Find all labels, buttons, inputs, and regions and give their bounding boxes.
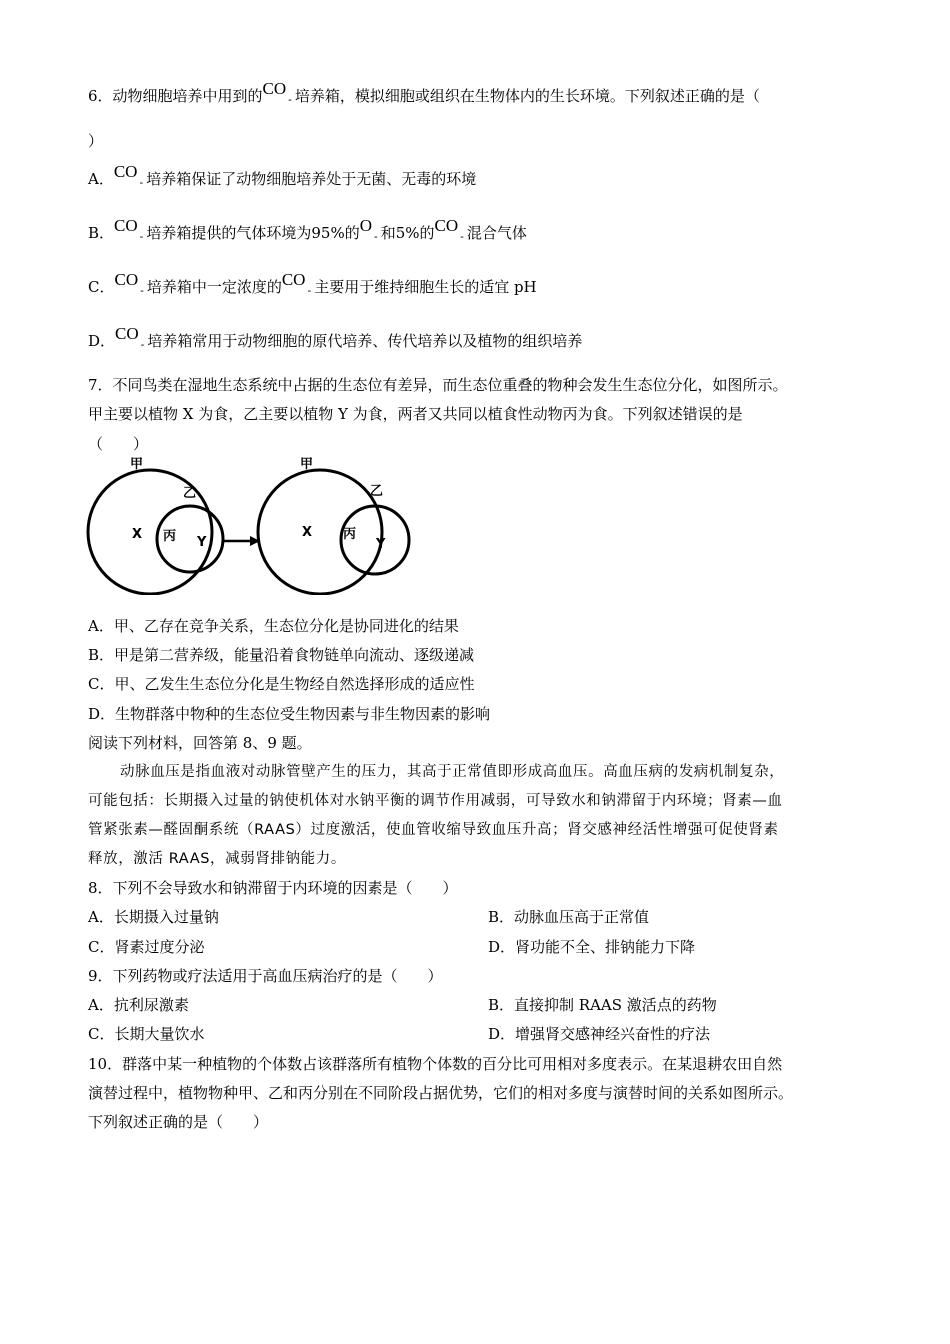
q8-option-d: D．肾功能不全、排钠能力下降 [488, 938, 696, 956]
q8-option-c: C．肾素过度分泌 [88, 938, 205, 956]
option-label: B． [88, 224, 115, 242]
option-text: 培养箱中一定浓度的 [146, 278, 282, 296]
co-formula: CO [434, 216, 459, 235]
label-y-before: Y [197, 535, 207, 550]
co-formula: CO [114, 216, 138, 235]
subscript-mark: - [140, 338, 145, 351]
q7-stem-line1: 7．不同鸟类在湿地生态系统中占据的生态位有差异，而生态位重叠的物种会发生生态位分化，如图所示。 [88, 376, 788, 394]
subscript-mark: - [374, 230, 378, 243]
co-formula: CO [114, 270, 139, 289]
q6-option-b [88, 216, 527, 245]
option-label: C． [88, 278, 115, 296]
q6-option-a [88, 162, 477, 191]
option-text: 培养箱保证了动物细胞培养处于无菌、无毒的环境 [146, 170, 477, 188]
option-label: D． [88, 332, 116, 350]
option-label: A． [88, 170, 114, 188]
label-yi-before: 乙 [183, 486, 197, 501]
option-text: 和5%的 [380, 224, 435, 242]
label-jia-before: 甲 [130, 457, 144, 472]
q10-stem-line3: 下列叙述正确的是（ ） [88, 1113, 269, 1131]
label-y-after: Y [376, 537, 386, 552]
subscript-mark: - [288, 93, 292, 106]
label-x-before: X [132, 527, 143, 542]
subscript-mark: - [460, 230, 464, 243]
q7-option-d: D．生物群落中物种的生态位受生物因素与非生物因素的影响 [88, 705, 491, 723]
niche-differentiation-diagram [80, 455, 420, 595]
q7-option-c: C．甲、乙发生生态位分化是生物经自然选择形成的适应性 [88, 675, 475, 693]
reading-paragraph-line3: 管紧张素—醛固酮系统（RAAS）过度激活，使血管收缩导致血压升高；肾交感神经活性增强可促使肾素 [88, 822, 779, 838]
label-bing-before: 丙 [163, 529, 177, 544]
subscript-mark: - [140, 284, 144, 297]
label-yi-after: 乙 [370, 484, 384, 499]
q6-stem-text: 6．动物细胞培养中用到的 [88, 87, 263, 105]
q7-stem-line2: 甲主要以植物 X 为食，乙主要以植物 Y 为食，两者又共同以植食性动物丙为食。下列叙述错误的是 [88, 405, 743, 423]
co-formula: CO [281, 270, 306, 289]
option-text: 混合气体 [466, 224, 527, 242]
o-formula: O [359, 216, 372, 235]
label-bing-after: 丙 [343, 527, 357, 542]
option-text: 培养箱提供的气体环境为95%的 [146, 224, 360, 242]
subscript-mark: - [139, 176, 144, 189]
q10-stem-line2: 演替过程中，植物物种甲、乙和丙分别在不同阶段占据优势，它们的相对多度与演替时间的关系如图所示。 [88, 1084, 794, 1102]
q9-option-b: B．直接抑制 RAAS 激活点的药物 [488, 996, 717, 1014]
reading-paragraph-line2: 可能包括：长期摄入过量的钠使机体对水钠平衡的调节作用减弱，可导致水和钠滞留于内环境；肾素—血 [88, 793, 783, 809]
q10-stem-line1: 10．群落中某一种植物的个体数占该群落所有植物个体数的百分比可用相对多度表示。在某退耕农田自然 [88, 1055, 783, 1073]
q9-option-d: D．增强肾交感神经兴奋性的疗法 [488, 1025, 711, 1043]
option-text: 主要用于维持细胞生长的适宜 pH [314, 278, 537, 296]
co-formula: CO [115, 324, 139, 343]
q7-option-b: B．甲是第二营养级，能量沿着食物链单向流动、逐级递减 [88, 646, 475, 664]
q7-answer-paren: （ ） [88, 435, 149, 453]
reading-paragraph-line1: 动脉血压是指血液对动脉管壁产生的压力，其高于正常值即形成高血压。高血压病的发病机制复杂， [120, 764, 785, 780]
reading-intro: 阅读下列材料，回答第 8、9 题。 [88, 734, 312, 752]
co-formula: CO [113, 162, 138, 181]
q6-option-c [88, 270, 537, 299]
q9-option-c: C．长期大量饮水 [88, 1025, 205, 1043]
subscript-mark: - [139, 230, 144, 243]
q9-option-a: A．抗利尿激素 [88, 996, 189, 1014]
q8-option-a: A．长期摄入过量钠 [88, 908, 219, 926]
label-jia-after: 甲 [300, 457, 314, 472]
q6-stem-text-2: 培养箱，模拟细胞或组织在生物体内的生长环境。下列叙述正确的是（ [294, 87, 760, 105]
jia-circle-after [258, 470, 382, 594]
q6-stem [88, 79, 760, 108]
reading-paragraph-line4: 释放，激活 RAAS，减弱肾排钠能力。 [88, 851, 346, 867]
option-text: 培养箱常用于动物细胞的原代培养、传代培养以及植物的组织培养 [147, 332, 583, 350]
q9-stem: 9．下列药物或疗法适用于高血压病治疗的是（ ） [88, 967, 443, 985]
q7-option-a: A．甲、乙存在竞争关系，生态位分化是协同进化的结果 [88, 617, 459, 635]
q6-stem-close: ） [88, 132, 104, 150]
label-x-after: X [302, 525, 313, 540]
q8-option-b: B．动脉血压高于正常值 [488, 908, 650, 926]
q8-stem: 8．下列不会导致水和钠滞留于内环境的因素是（ ） [88, 879, 458, 897]
co-formula: CO [262, 79, 287, 98]
q6-option-d [88, 324, 583, 353]
subscript-mark: - [307, 284, 312, 297]
